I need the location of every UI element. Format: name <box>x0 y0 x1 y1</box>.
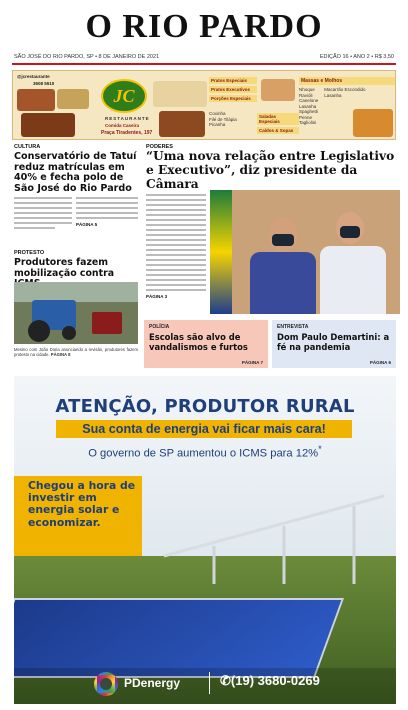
whatsapp-icon: ✆ <box>220 673 231 688</box>
plate-photo <box>261 79 295 101</box>
story2-headline[interactable]: Produtores fazem mobilização contra <box>14 257 115 279</box>
menu-item: Saladas Especiais <box>257 113 299 125</box>
menu-extra <box>209 111 237 128</box>
food-photo <box>17 89 55 111</box>
main-kicker: PODERES <box>146 144 173 150</box>
grill-photo <box>159 111 205 137</box>
ad-address: Praça Tiradentes, 197 <box>101 130 153 136</box>
menu-item: Picanha <box>209 122 226 127</box>
footer-divider <box>209 672 210 694</box>
caption-text: Mesmo com João Doria anunciando a revisão, produtores fazem protesto na cidade. <box>14 347 138 358</box>
menu-item: Coxinha <box>209 111 226 116</box>
menu-item: Lasanha <box>299 103 317 109</box>
menu-heading: Massas e Molhos <box>299 77 395 85</box>
banner-sub-mark: * <box>318 444 322 454</box>
menu-item: Penne <box>299 114 313 120</box>
story1-page[interactable]: PÁGINA 5 <box>76 222 98 227</box>
person-shirt <box>250 252 316 314</box>
story1-headline[interactable]: Conservatório de Tatuí reduz matrículas em 40% e fecha polo de São José do Rio Pardo <box>14 151 137 194</box>
menu-list-left <box>209 77 257 104</box>
card-police[interactable] <box>144 320 268 368</box>
menu-list-mid <box>257 113 299 136</box>
banner-title: ATENÇÃO, PRODUTOR RURAL <box>55 396 355 417</box>
banner-phone[interactable] <box>220 673 320 689</box>
card-kicker: ENTREVISTA <box>277 324 309 330</box>
phone-number: (19) 3680-0269 <box>230 673 320 688</box>
story2-kicker: PROTESTO <box>14 250 45 256</box>
dish-photo <box>57 89 89 109</box>
solar-panels <box>14 598 344 678</box>
menu-board <box>153 81 207 107</box>
card-headline: Escolas são alvo de vandalismos e furtos <box>149 332 248 352</box>
pdenergy-logo-icon <box>94 672 118 696</box>
menu-item: Pratos Executivos <box>209 86 257 93</box>
card-interview[interactable] <box>272 320 396 368</box>
mask <box>340 226 360 238</box>
main-body <box>146 192 206 314</box>
story1-body-col2 <box>76 195 138 247</box>
banner-side-text: Chegou a hora de investir em energia solar e economizar. <box>28 479 136 529</box>
menu-item: Pratos Especiais <box>209 77 257 84</box>
ad-brand-sub: RESTAURANTE <box>105 116 150 121</box>
energy-banner-ad[interactable] <box>14 376 396 704</box>
menu-item: Porções Especiais <box>209 95 257 102</box>
main-photo <box>210 190 400 314</box>
story1-body <box>14 195 72 247</box>
edition-info: EDIÇÃO 16 • ANO 2 • R$ 3,50 <box>319 54 394 60</box>
menu-item: Canelone <box>299 98 319 103</box>
menu-item: Caldos & Sopas <box>257 127 299 134</box>
menu-item: Spaghetti <box>299 109 319 114</box>
newspaper-title: O RIO PARDO <box>85 8 323 45</box>
menu-item: Macarrão Escondido <box>324 87 366 92</box>
menu-item: Ravióli <box>299 92 313 98</box>
story2-page[interactable]: PÁGINA 8 <box>50 352 71 358</box>
menu-item: Tagliolini <box>299 120 317 125</box>
menu-item: Nhoque <box>299 87 315 92</box>
ad-tagline: Comida Caseira <box>105 123 140 128</box>
card-kicker: POLÍCIA <box>149 324 170 330</box>
irrigation-rig <box>154 476 396 586</box>
banner-strip: Sua conta de energia vai ficar mais cara! <box>56 420 352 438</box>
masthead-divider <box>12 63 396 65</box>
main-headline[interactable]: “Uma nova relação entre Legislativo e Executivo”, diz presidente da Câmara <box>146 149 395 191</box>
location-date: SÃO JOSÉ DO RIO PARDO, SP • 8 DE JANEIRO DE 2021 <box>14 54 160 60</box>
ad-handle: @jcrestaurante <box>17 74 50 79</box>
main-page[interactable]: PÁGINA 3 <box>146 294 168 299</box>
flag <box>210 190 232 314</box>
ad-phone: 3608 5510 <box>33 81 55 86</box>
card-page: PÁGINA 6 <box>369 360 391 365</box>
masthead <box>0 0 408 52</box>
banner-brand: PDenergy <box>124 676 181 690</box>
card-headline: Dom Paulo Demartini: a fé na pandemia <box>277 332 390 352</box>
card-page: PÁGINA 7 <box>241 360 263 365</box>
person-shirt <box>320 246 386 314</box>
restaurant-ad[interactable] <box>12 70 396 140</box>
banner-sub-text: O governo de SP aumentou o ICMS para 12% <box>88 447 319 460</box>
story1-kicker: CULTURA <box>14 144 41 150</box>
pipe <box>164 496 384 556</box>
story2-caption <box>14 347 138 357</box>
menu-item: Lasanha <box>324 92 342 98</box>
jc-logo: JC <box>101 79 147 113</box>
steak-photo <box>21 113 75 137</box>
mask <box>272 234 294 246</box>
banner-sub <box>14 444 396 460</box>
pasta-photo <box>353 109 393 137</box>
masthead-info <box>14 54 394 60</box>
menu-item: Filé de Tilápia <box>209 116 237 122</box>
tractor-photo <box>14 282 138 344</box>
banner-footer <box>14 668 396 704</box>
